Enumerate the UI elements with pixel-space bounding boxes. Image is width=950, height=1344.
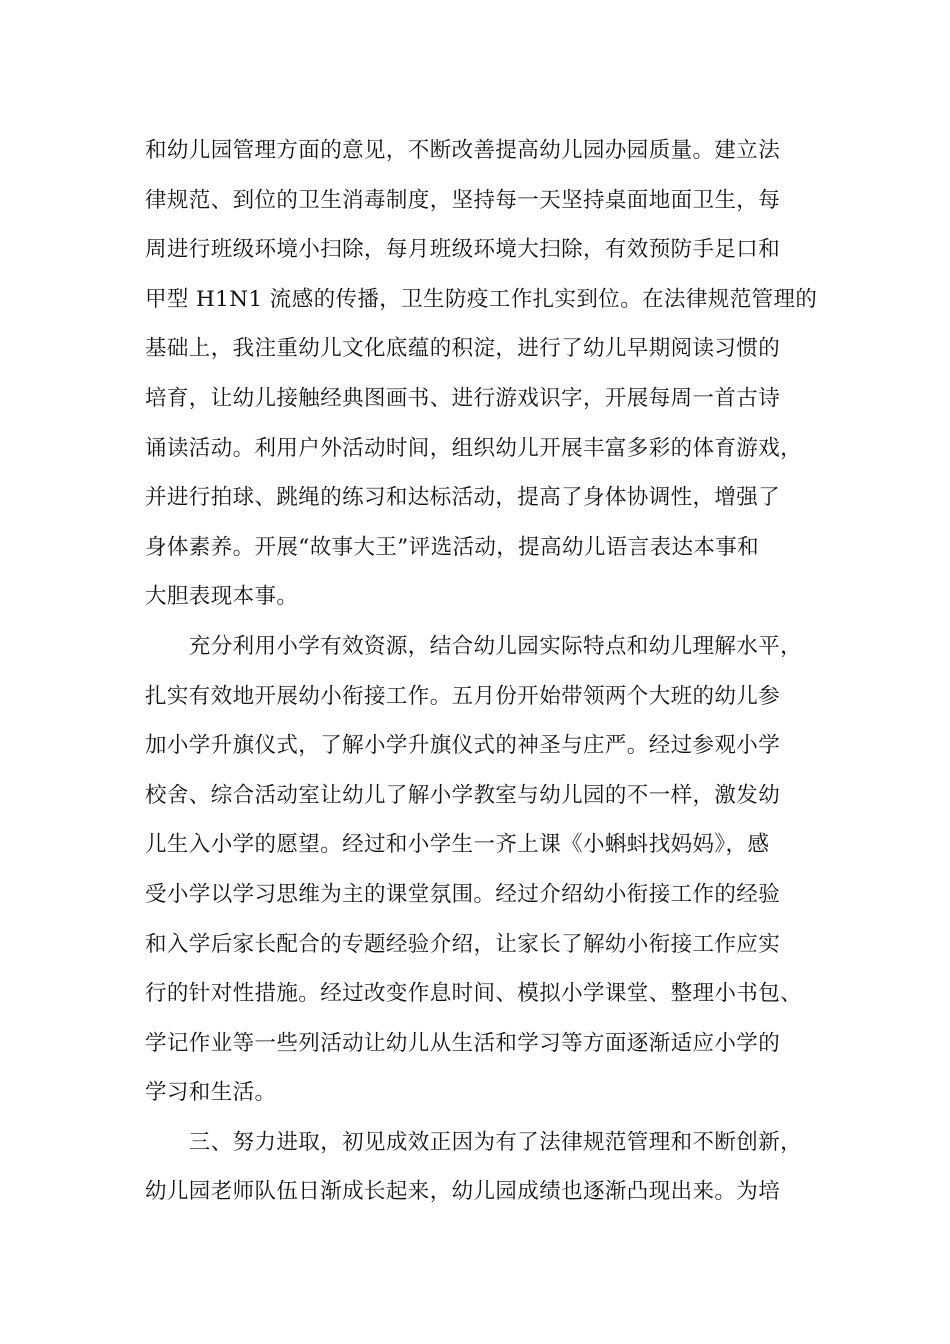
text-line: 和幼儿园管理方面的意见，不断改善提高幼儿园办园质量。建立法 [145, 138, 781, 163]
text-line: 加小学升旗仪式，了解小学升旗仪式的神圣与庄严。经过参观小学 [145, 733, 781, 758]
text-line: 受小学以学习思维为主的课堂氛围。经过介绍幼小衔接工作的经验 [145, 882, 781, 907]
text-line: 校舍、综合活动室让幼儿了解小学教室与幼儿园的不一样，激发幼 [145, 783, 781, 808]
text-line: 学习和生活。 [145, 1080, 277, 1105]
text-line: 行的针对性措施。经过改变作息时间、模拟小学课堂、整理小书包、 [145, 981, 803, 1006]
text-line: 和入学后家长配合的专题经验介绍，让家长了解幼小衔接工作应实 [145, 932, 781, 957]
text-line: 基础上，我注重幼儿文化底蕴的积淀，进行了幼儿早期阅读习惯的 [145, 336, 781, 361]
text-line: 诵读活动。利用户外活动时间，组织幼儿开展丰富多彩的体育游戏， [145, 436, 803, 461]
text-line: 甲型 H1N1 流感的传播，卫生防疫工作扎实到位。在法律规范管理的 [145, 287, 818, 312]
text-line: 扎实有效地开展幼小衔接工作。五月份开始带领两个大班的幼儿参 [145, 684, 781, 709]
text-line: 培育，让幼儿接触经典图画书、进行游戏识字，开展每周一首古诗 [145, 386, 781, 411]
text-line: 三、努力进取，初见成效正因为有了法律规范管理和不断创新， [145, 1130, 803, 1155]
text-line: 幼儿园老师队伍日渐成长起来，幼儿园成绩也逐渐凸现出来。为培 [145, 1179, 781, 1204]
text-line: 身体素养。开展“故事大王”评选活动，提高幼儿语言表达本事和 [145, 535, 760, 560]
text-line: 大胆表现本事。 [145, 584, 299, 609]
text-line: 周进行班级环境小扫除，每月班级环境大扫除，有效预防手足口和 [145, 237, 781, 262]
text-line: 并进行拍球、跳绳的练习和达标活动，提高了身体协调性，增强了 [145, 485, 781, 510]
text-line: 充分利用小学有效资源，结合幼儿园实际特点和幼儿理解水平， [145, 634, 803, 659]
text-line: 律规范、到位的卫生消毒制度，坚持每一天坚持桌面地面卫生，每 [145, 188, 781, 213]
text-line: 学记作业等一些列活动让幼儿从生活和学习等方面逐渐适应小学的 [145, 1031, 781, 1056]
text-line: 儿生入小学的愿望。经过和小学生一齐上课《小蝌蚪找妈妈》，感 [145, 832, 770, 857]
